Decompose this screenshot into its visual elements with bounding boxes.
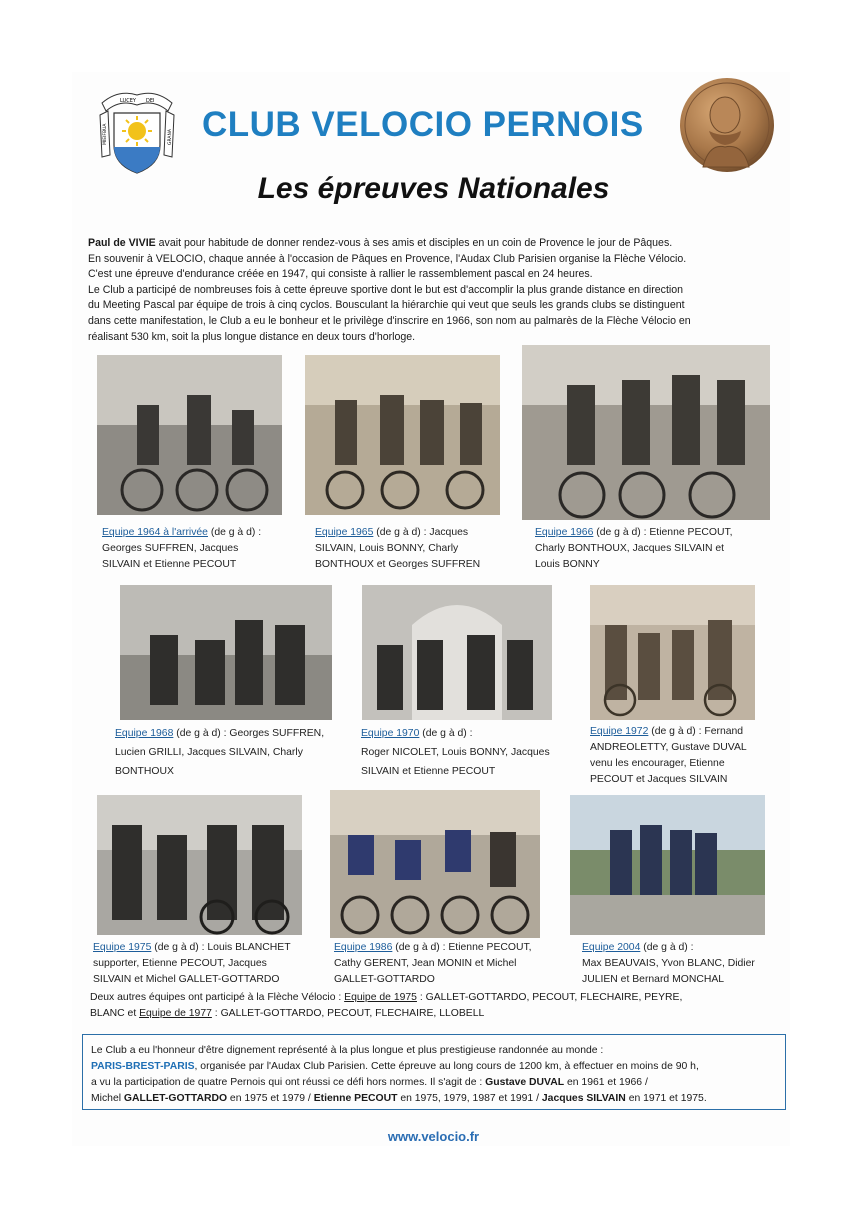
box-text: a vu la participation de quatre Pernois qui ont réussi ce défi hors normes. Il s'agit de : [91, 1077, 486, 1088]
rider-name: GALLET-GOTTARDO [123, 1093, 228, 1104]
team-caption-1968 [115, 724, 355, 781]
team-caption-line: (de g à d) : Jacques [373, 527, 469, 538]
team-caption-line: (de g à d) : Fernand [648, 726, 744, 737]
team-caption-line: SILVAIN et Michel GALLET-GOTTARDO [93, 974, 280, 985]
team-title: Equipe 2004 [582, 942, 641, 953]
team-caption-line: PECOUT et Jacques SILVAIN [590, 774, 728, 785]
team-caption-line: BONTHOUX et Georges SUFFREN [315, 559, 481, 570]
team-caption-line: JULIEN et Bernard MONCHAL [582, 974, 725, 985]
team-caption-line: supporter, Etienne PECOUT, Jacques [93, 958, 267, 969]
team-caption-line: (de g à d) : [207, 527, 262, 538]
team-caption-1986 [334, 940, 564, 988]
team-caption-1970 [361, 724, 576, 781]
team-caption-line: Lucien GRILLI, Jacques SILVAIN, Charly [115, 747, 303, 758]
intro-name: Paul de VIVIE [88, 237, 156, 249]
team-caption-line: (de g à d) : Louis BLANCHET [151, 942, 291, 953]
crest-word: GRANA [168, 129, 173, 145]
intro-line: avait pour habitude de donner rendez-vous à ses amis et disciples en un coin de Provence le jour de Pâques. [155, 237, 673, 249]
intro-paragraph [88, 236, 778, 345]
team-photo-2004 [570, 795, 765, 935]
team-caption-line: Louis BONNY [535, 559, 600, 570]
crest-word: BUA [103, 123, 108, 133]
intro-line: C'est une épreuve d'endurance créée en 1947, qui consiste à rallier le rassemblement pascal en 24 heures. [88, 268, 593, 281]
velocio-medal-portrait [679, 77, 775, 173]
team-caption-line: venu les encourager, Etienne [590, 758, 725, 769]
box-text: en 1975 et 1979 / [227, 1093, 314, 1104]
team-caption-line: (de g à d) : Etienne PECOUT, [593, 527, 733, 538]
team-title: Equipe 1986 [334, 942, 393, 953]
box-text: en 1975, 1979, 1987 et 1991 / [397, 1093, 542, 1104]
note-text: Deux autres équipes ont participé à la Flèche Vélocio : [90, 992, 345, 1003]
team-caption-line: BONTHOUX [115, 766, 174, 777]
team-caption-1964 [102, 525, 302, 573]
team-photo-1986 [330, 790, 540, 938]
intro-line: En souvenir à VELOCIO, chaque année à l'occasion de Pâques en Provence, l'Audax Club Parisien organise la Flèche Vélocio. [88, 252, 687, 265]
club-name-heading: CLUB VELOCIO PERNOIS [202, 105, 644, 144]
event-name: PARIS-BREST-PARIS [91, 1061, 195, 1072]
box-text: Michel [91, 1093, 124, 1104]
note-text: : GALLET-GOTTARDO, PECOUT, FLECHAIRE, LLOBELL [211, 1008, 485, 1019]
team-title: Equipe 1975 [93, 942, 152, 953]
team-title: Equipe 1964 à l'arrivée [102, 527, 208, 538]
rider-name: Gustave DUVAL [485, 1077, 565, 1088]
box-text: en 1971 et 1975. [625, 1093, 707, 1104]
team-title: Equipe 1970 [361, 728, 420, 739]
intro-line: Le Club a participé de nombreuses fois à cette épreuve sportive dont le but est d'accomplir la plus grande distance en direction [88, 283, 684, 296]
note-text: : GALLET-GOTTARDO, PECOUT, FLECHAIRE, PEYRE, [416, 992, 683, 1003]
box-text: en 1961 et 1966 / [564, 1077, 648, 1088]
team-photo-1965 [305, 355, 500, 515]
rider-name: Etienne PECOUT [313, 1093, 398, 1104]
team-caption-line: Cathy GERENT, Jean MONIN et Michel [334, 958, 517, 969]
team-caption-line: GALLET-GOTTARDO [334, 974, 435, 985]
team-title: Equipe 1965 [315, 527, 374, 538]
team-photo-1970 [362, 585, 552, 720]
website-link[interactable]: www.velocio.fr [387, 1129, 480, 1144]
team-caption-line: SILVAIN et Etienne PECOUT [102, 559, 237, 570]
note-text: BLANC et [90, 1008, 140, 1019]
team-title: Equipe 1966 [535, 527, 594, 538]
team-caption-line: Roger NICOLET, Louis BONNY, Jacques [361, 747, 550, 758]
team-photo-1966 [522, 345, 770, 520]
paris-brest-paris-box [82, 1034, 786, 1110]
intro-line: dans cette manifestation, le Club a eu le bonheur et le privilège d'inscrire en 1966, son nom au palmarès de la Flèche Vélocio en [88, 314, 691, 327]
team-caption-1965 [315, 525, 515, 573]
team-photo-1975 [97, 795, 302, 935]
box-text: , organisée par l'Audax Club Parisien. Cette épreuve au long cours de 1200 km, à effectuer en moins de 90 h, [194, 1061, 699, 1072]
team-caption-line: SILVAIN et Etienne PECOUT [361, 766, 496, 777]
team-caption-line: (de g à d) : Georges SUFFREN, [173, 728, 325, 739]
team-title: Equipe 1968 [115, 728, 174, 739]
note-team: Equipe de 1977 [139, 1008, 212, 1019]
intro-line: du Meeting Pascal par équipe de trois à cinq cyclos. Bousculant la hiérarchie qui veut que seuls les grands clubs se distinguent [88, 299, 685, 312]
rider-name: Jacques SILVAIN [541, 1093, 626, 1104]
team-caption-line: (de g à d) : Etienne PECOUT, [392, 942, 532, 953]
team-photo-1972 [590, 585, 755, 720]
intro-line: réalisant 530 km, soit la plus longue distance en deux tours d'horloge. [88, 330, 416, 343]
team-caption-line: (de g à d) : [419, 728, 473, 739]
crest-word: LUCEY [120, 98, 136, 104]
team-caption-line: Max BEAUVAIS, Yvon BLANC, Didier [582, 958, 755, 969]
team-caption-2004 [582, 940, 782, 988]
team-title: Equipe 1972 [590, 726, 649, 737]
team-caption-line: Charly BONTHOUX, Jacques SILVAIN et [535, 543, 725, 554]
team-caption-1972 [590, 724, 775, 788]
team-caption-1966 [535, 525, 765, 573]
team-caption-line: Georges SUFFREN, Jacques [102, 543, 239, 554]
club-crest-logo [98, 85, 176, 177]
team-caption-line: (de g à d) : [640, 942, 694, 953]
team-photo-1968 [120, 585, 332, 720]
team-caption-line: SILVAIN, Louis BONNY, Charly [315, 543, 459, 554]
box-line: Le Club a eu l'honneur d'être dignement représenté à la plus longue et plus prestigieuse randonnée au monde : [91, 1045, 604, 1056]
other-teams-note [90, 990, 780, 1022]
team-photo-1964 [97, 355, 282, 515]
crest-word: MIEIF [103, 133, 108, 145]
note-team: Equipe de 1975 [344, 992, 417, 1003]
team-caption-1975 [93, 940, 328, 988]
crest-word: DEI [146, 98, 155, 104]
page-title: Les épreuves Nationales [257, 172, 610, 205]
team-caption-line: ANDREOLETTY, Gustave DUVAL [590, 742, 747, 753]
